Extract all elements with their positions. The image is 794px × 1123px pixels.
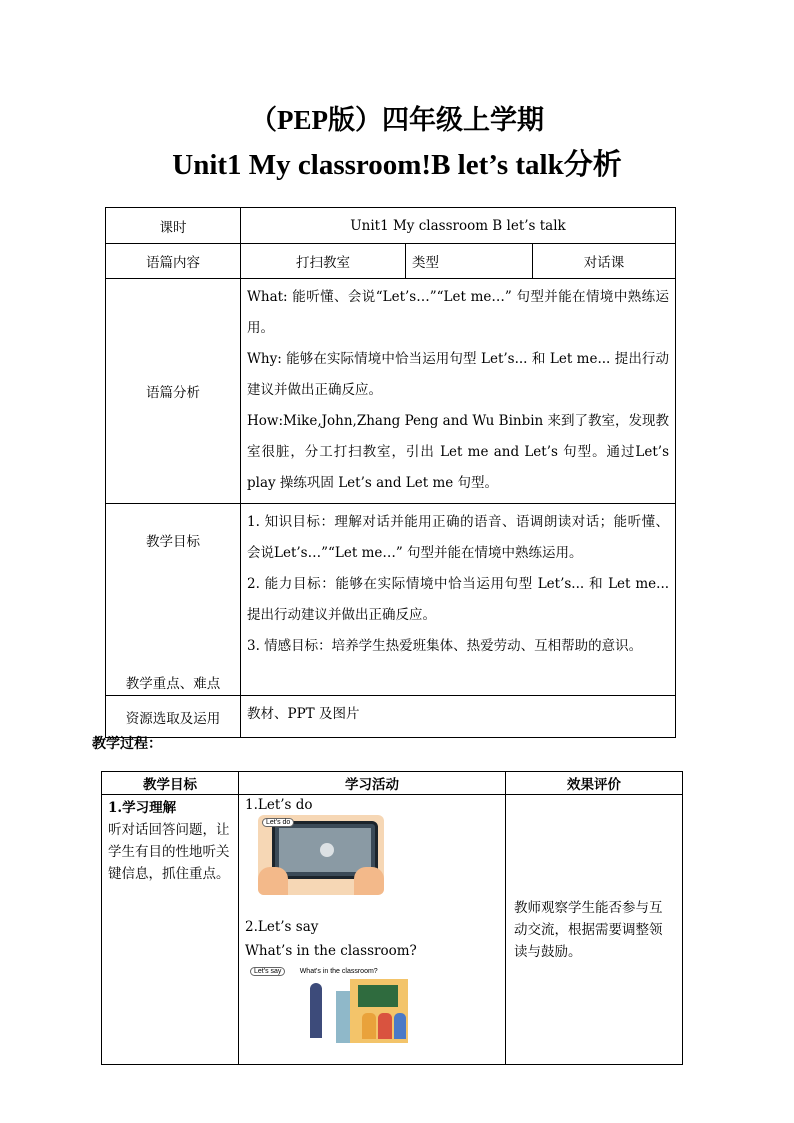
goal-ability: 2. 能力目标：能够在实际情境中恰当运用句型 Let’s... 和 Let me... 提出行动建议并做出正确反应。 [247, 576, 670, 623]
goal-knowledge: 1. 知识目标：理解对话并能用正确的语音、语调朗读对话；能听懂、会说Let’s…”“Let me…” 句型并能在情境中熟练运用。 [247, 514, 670, 561]
activity-cell [239, 795, 506, 1065]
activity2-question: What’s in the classroom? [245, 943, 417, 959]
activity2-label: 2.Let’s say [245, 919, 319, 935]
goal-cell [102, 795, 239, 1065]
student-figure [378, 1013, 392, 1039]
lesson-info-table [105, 207, 676, 738]
analysis-label: 语篇分析 [106, 279, 241, 504]
activity1-label: 1.Let’s do [245, 797, 313, 813]
evaluation-cell: 教师观察学生能否参与互动交流，根据需要调整领读与鼓励。 [506, 795, 683, 1065]
goal-text: 听对话回答问题，让学生有目的性地听关键信息，抓住重点。 [108, 822, 230, 882]
blackboard-shape [358, 985, 398, 1007]
student-figure [394, 1013, 406, 1039]
goal-title: 1.学习理解 [108, 800, 177, 816]
resources-label: 资源选取及运用 [106, 696, 241, 738]
goal-emotion: 3. 情感目标：培养学生热爱班集体、热爱劳动、互相帮助的意识。 [247, 638, 643, 654]
hand-right-icon [354, 867, 384, 895]
student-figure [362, 1013, 376, 1039]
lesson-label: 课时 [106, 208, 241, 244]
keypoints-label: 教学重点、难点 [125, 676, 221, 692]
goals-label: 教学目标 [146, 534, 200, 550]
resources-value: 教材、PPT 及图片 [241, 696, 676, 738]
header-activity: 学习活动 [239, 772, 506, 795]
analysis-what: What: 能听懂、会说“Let’s…”“Let me…” 句型并能在情境中熟练运用。 [247, 289, 670, 336]
teacher-figure [310, 983, 322, 1038]
analysis-how: How:Mike,John,Zhang Peng and Wu Binbin 来到了教室，发现教室很脏，分工打扫教室，引出 Let me and Let’s 句型。通过Let’s play 操练巩固 Let’s and Let me 句型。 [247, 413, 670, 491]
document-title: （PEP版）四年级上学期 [250, 105, 544, 135]
process-table [101, 771, 683, 1065]
goals-content [241, 504, 676, 696]
goals-label-cell [106, 504, 241, 696]
lets-say-caption: What's in the classroom? [299, 968, 378, 975]
hand-left-icon [258, 867, 288, 895]
lesson-value: Unit1 My classroom B let’s talk [241, 208, 676, 244]
lets-do-tag: Let's do [262, 818, 294, 827]
document-subtitle: Unit1 My classroom!B let’s talk分析 [172, 149, 622, 181]
header-goal: 教学目标 [102, 772, 239, 795]
content-value: 打扫教室 [241, 244, 406, 279]
process-label: 教学过程： [92, 736, 162, 752]
lets-do-image [258, 815, 384, 895]
header-evaluation: 效果评价 [506, 772, 683, 795]
type-value: 对话课 [533, 244, 676, 279]
analysis-content [241, 279, 676, 504]
lets-say-tag: Let's say [250, 967, 285, 976]
type-label: 类型 [406, 244, 533, 279]
analysis-why: Why: 能够在实际情境中恰当运用句型 Let’s... 和 Let me... 提出行动建议并做出正确反应。 [247, 351, 670, 398]
content-label: 语篇内容 [106, 244, 241, 279]
lets-say-image [250, 961, 408, 1051]
play-icon [320, 843, 334, 857]
